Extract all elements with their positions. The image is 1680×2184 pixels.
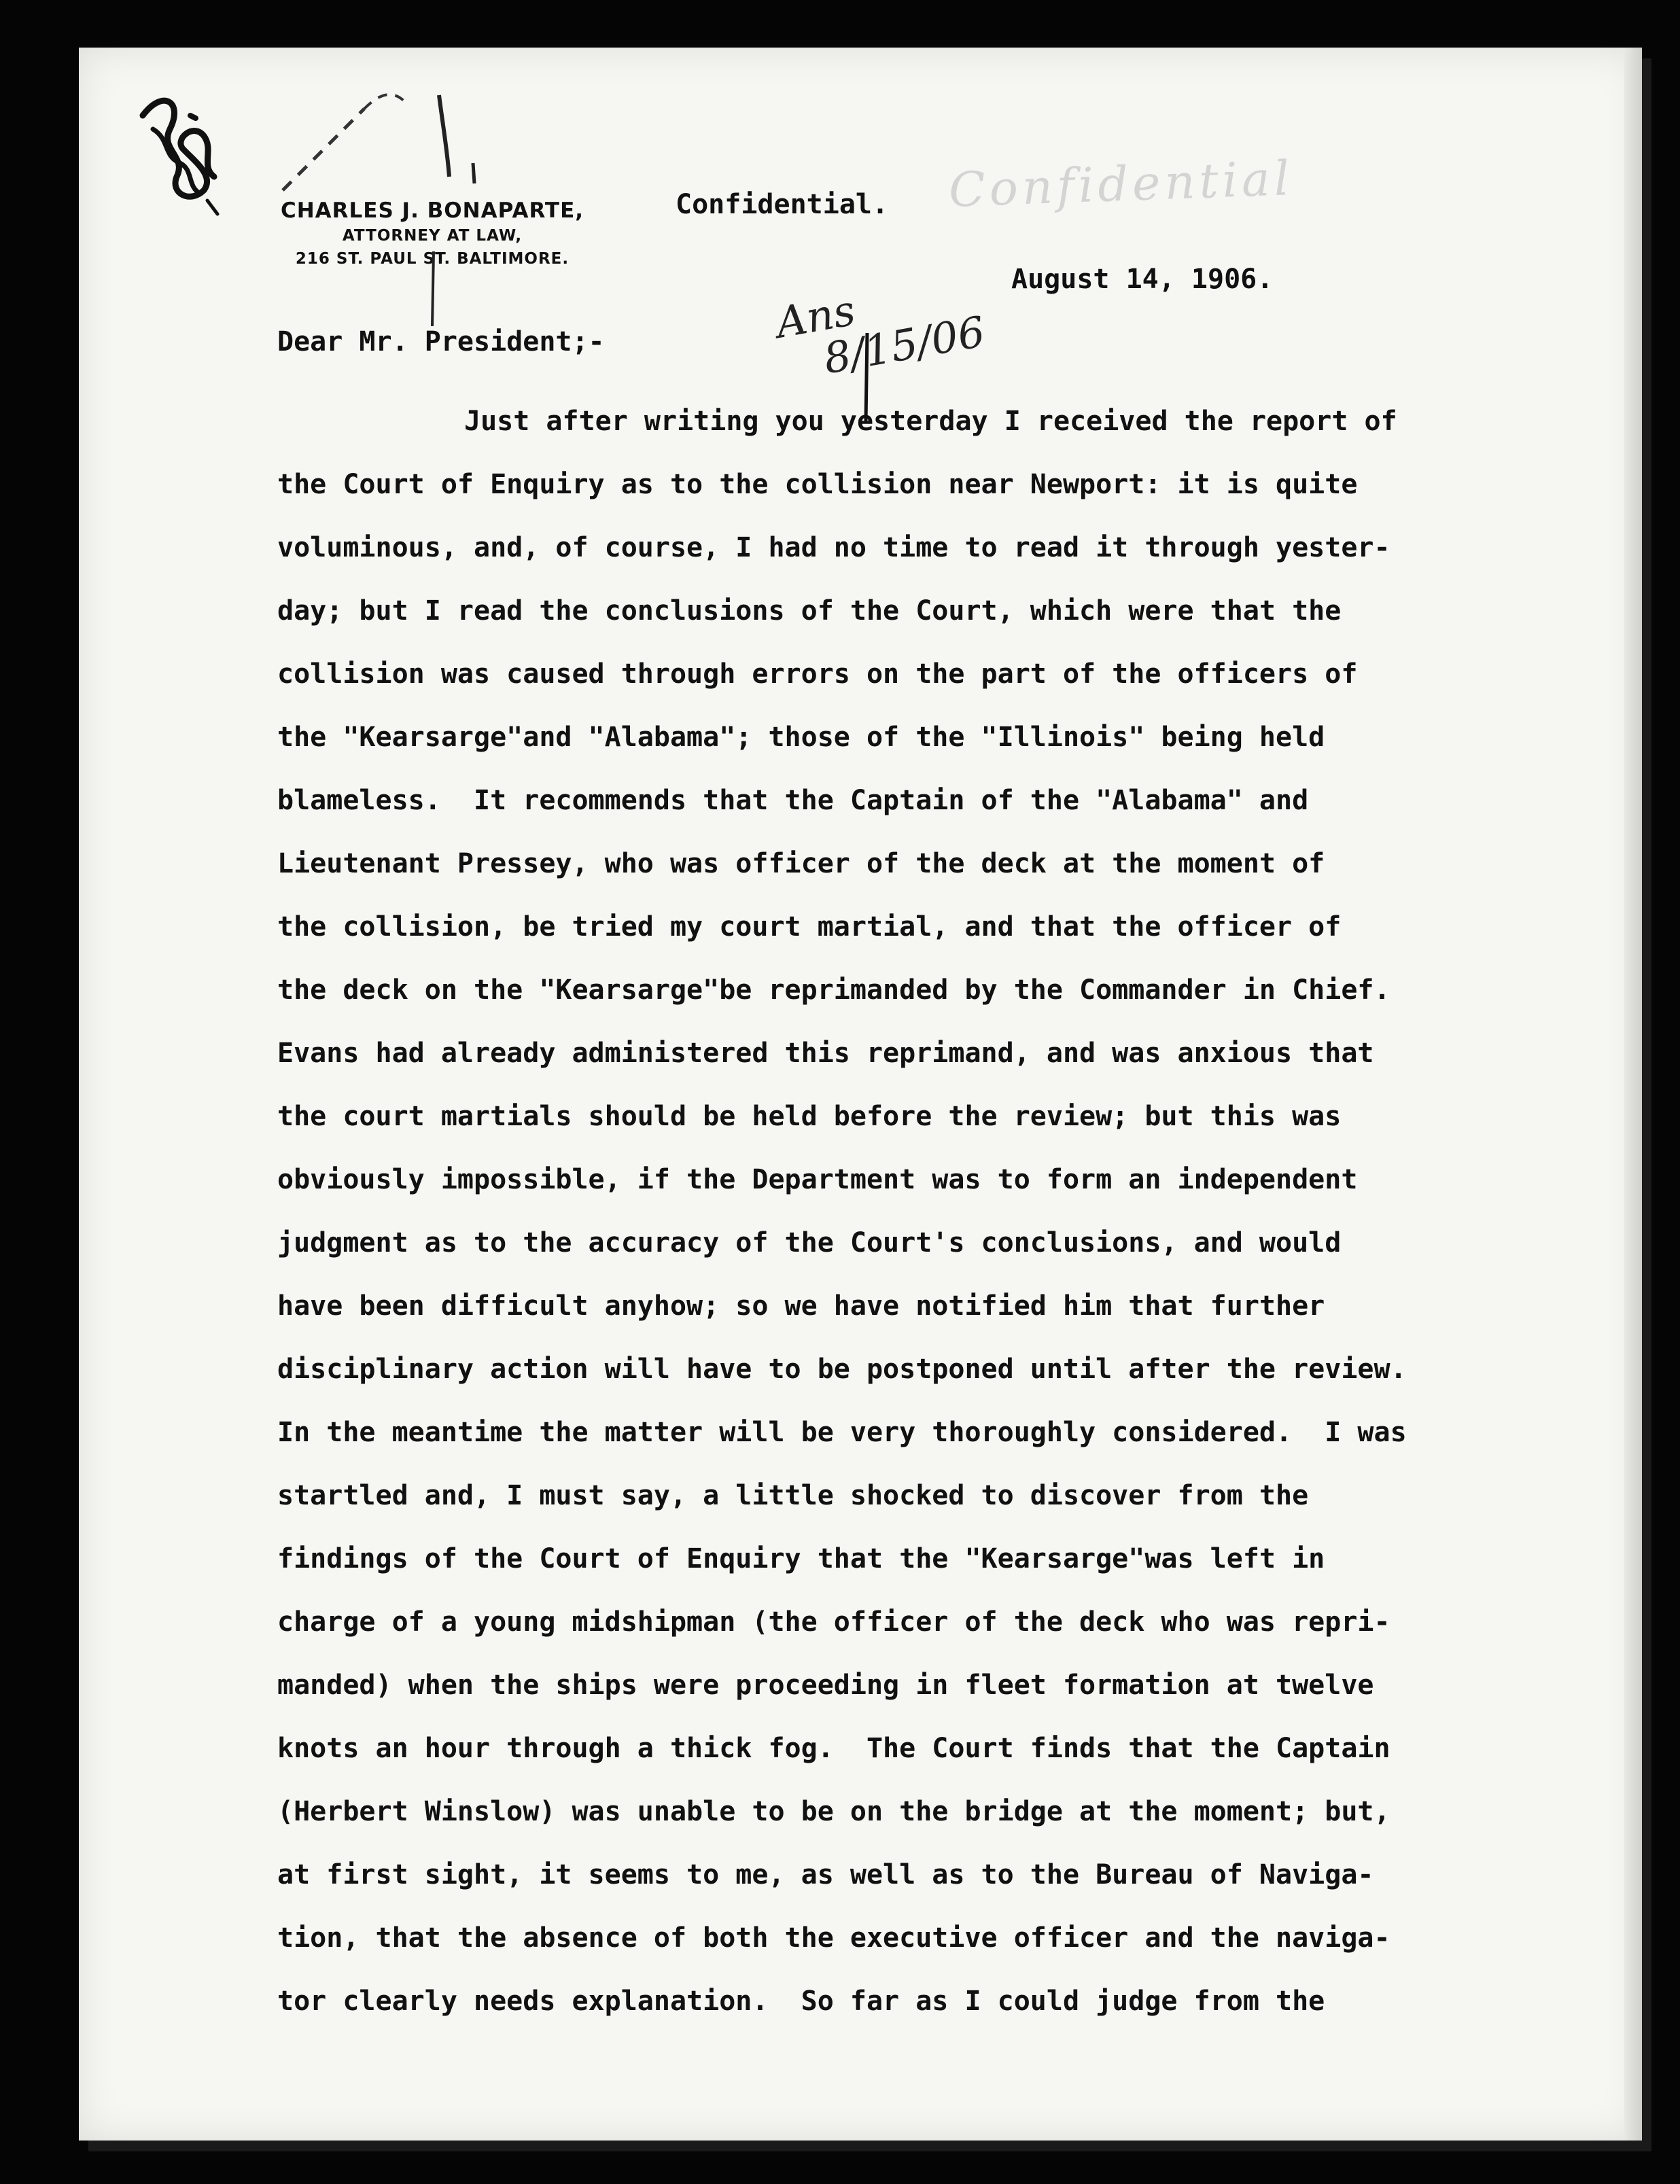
handwritten-annotation: [773, 267, 988, 388]
body-line: disciplinary action will have to be postponed until after the review.: [277, 1354, 1407, 1385]
page-edge: [1624, 48, 1642, 2141]
letter-date: August 14, 1906.: [1011, 264, 1274, 295]
body-line: manded) when the ships were proceeding in fleet formation at twelve: [277, 1670, 1374, 1701]
body-line: (Herbert Winslow) was unable to be on the bridge at the moment; but,: [277, 1796, 1390, 1827]
body-line: tor clearly needs explanation. So far as I could judge from the: [277, 1986, 1325, 2017]
body-line: the collision, be tried my court martial, and that the officer of: [277, 911, 1342, 943]
letterhead: [215, 197, 650, 270]
body-line: tion, that the absence of both the executive officer and the naviga-: [277, 1922, 1390, 1954]
letter-page: [79, 48, 1642, 2141]
body-line: judgment as to the accuracy of the Court's conclusions, and would: [277, 1227, 1342, 1258]
letter-body: [277, 390, 1609, 2033]
body-line: Just after writing you yesterday I received the report of: [464, 406, 1397, 437]
letterhead-address: 216 ST. PAUL ST. BALTIMORE.: [295, 250, 570, 268]
pencil-marks: [269, 82, 541, 197]
annotation-line-2: 8/15/06: [820, 306, 989, 384]
annotation-line-1: Ans: [772, 285, 859, 348]
confidential-heading: Confidential.: [676, 189, 889, 220]
body-line: voluminous, and, of course, I had no time to read it through yester-: [277, 532, 1390, 563]
body-line: have been difficult anyhow; so we have notified him that further: [277, 1290, 1325, 1322]
body-line: the Court of Enquiry as to the collision near Newport: it is quite: [277, 469, 1358, 500]
body-line: the court martials should be held before the review; but this was: [277, 1101, 1342, 1132]
body-line: knots an hour through a thick fog. The Court finds that the Captain: [277, 1733, 1390, 1764]
body-line: the "Kearsarge"and "Alabama"; those of the "Illinois" being held: [277, 722, 1325, 753]
salutation: Dear Mr. President;-: [277, 326, 605, 357]
body-line: Lieutenant Pressey, who was officer of the deck at the moment of: [277, 848, 1325, 879]
faint-handwriting: Confidential: [947, 150, 1295, 218]
body-line: day; but I read the conclusions of the Court, which were that the: [277, 595, 1342, 627]
body-line: obviously impossible, if the Department was to form an independent: [277, 1164, 1358, 1195]
body-line: startled and, I must say, a little shocked to discover from the: [277, 1480, 1309, 1511]
body-line: In the meantime the matter will be very thoroughly considered. I was: [277, 1417, 1407, 1448]
letterhead-title: ATTORNEY AT LAW,: [342, 227, 523, 245]
body-line: at first sight, it seems to me, as well as to the Bureau of Naviga-: [277, 1859, 1374, 1890]
body-line: findings of the Court of Enquiry that the "Kearsarge"was left in: [277, 1543, 1325, 1574]
body-line: collision was caused through errors on the part of the officers of: [277, 658, 1358, 690]
body-line: the deck on the "Kearsarge"be reprimanded by the Commander in Chief.: [277, 974, 1390, 1006]
body-line: blameless. It recommends that the Captain of the "Alabama" and: [277, 785, 1309, 816]
body-line: Evans had already administered this reprimand, and was anxious that: [277, 1038, 1374, 1069]
letterhead-name: CHARLES J. BONAPARTE,: [280, 198, 584, 223]
body-line: charge of a young midshipman (the officer of the deck who was repri-: [277, 1606, 1390, 1638]
